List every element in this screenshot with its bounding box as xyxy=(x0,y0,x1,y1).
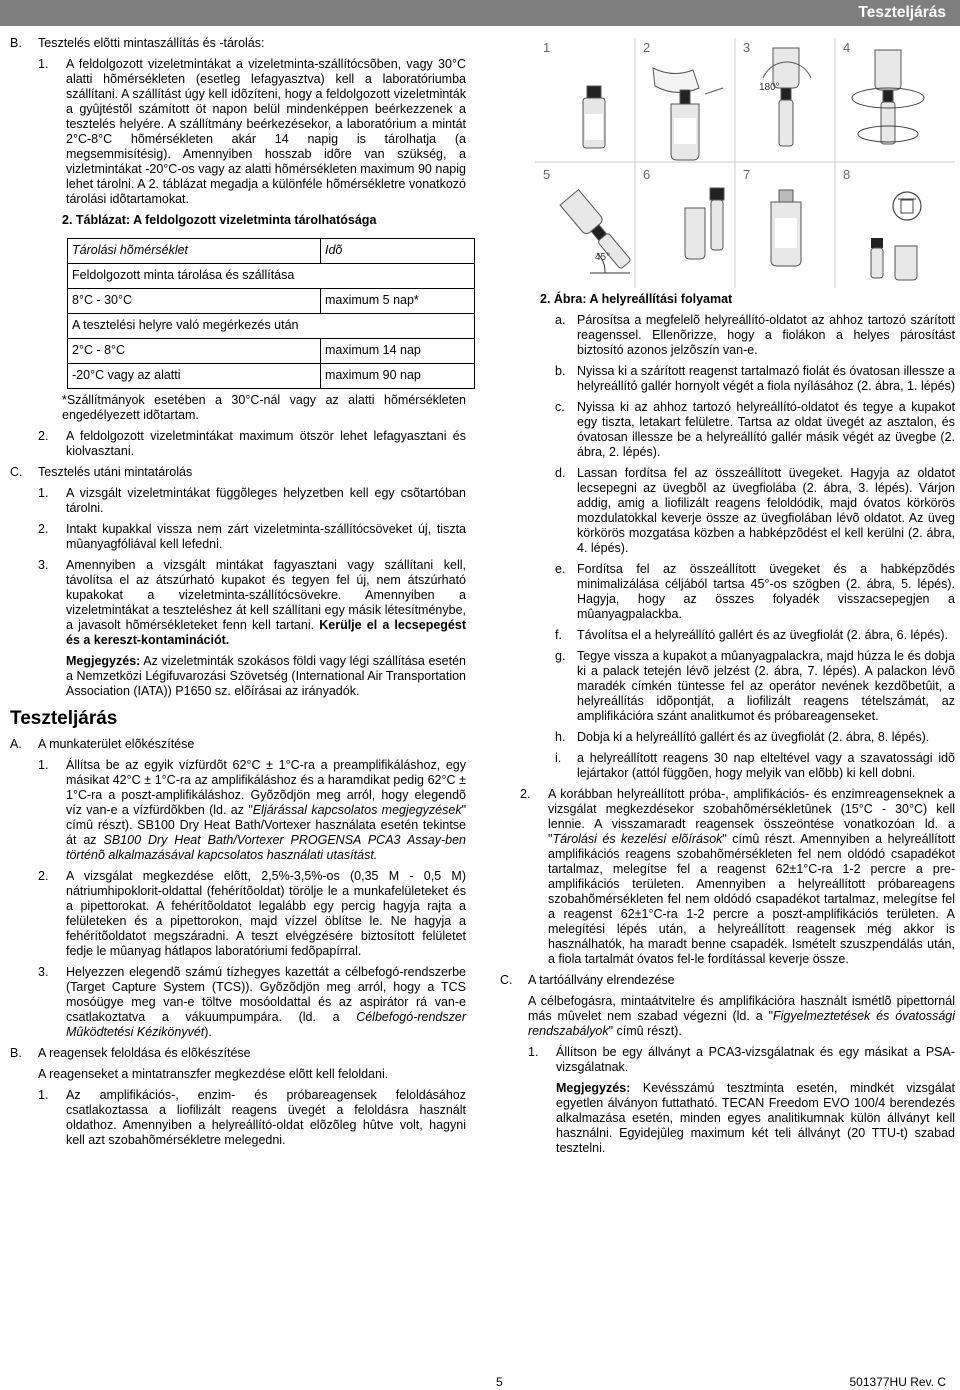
section-c-item-1: 1. A vizsgált vizeletmintákat függõleges helyzetben kell egy csõtartóban tárolni. xyxy=(38,486,466,515)
table-row: 8°C - 30°C maximum 5 nap* xyxy=(68,289,475,314)
rack-note: Megjegyzés: Kevésszámú tesztminta esetén, mindkét vizsgálat egyetlen álványon futtatható. TECAN Freedom EVO 100/4 berendezés alkalmazása esetén, minden egyes analitikumnak külön állványt kell használni. Egyidejûleg maximum két teli állványt (20 TTU-t) szabad tesztelni. xyxy=(556,1081,955,1155)
section-a-item-2: 2. A vizsgálat megkezdése elõtt, 2,5%-3,5%-os (0,35 M - 0,5 M) nátriumhipoklorit-oldattal (fehérítõoldat) törölje le a munkafelületeket és a pipettorokat. A fehérítõoldatot legalább egy percig hagyja rajta a felületeken és a pipettorokon, majd vízzel öblítse le. Ne hagyja a fehérítõoldatot megszáradni. A teszt elvégzésére biztosított felületet fedje le mûanyag hátlapos laboratóriumi fedõpapírral. xyxy=(38,869,466,958)
table-header-row xyxy=(68,239,475,264)
step-item: a. Párosítsa a megfelelõ helyreállító-oldatot az ahhoz tartozó szárított reagenssel. Ellenõrizze, hogy a fiolákon a helyes párosítást biztosító azonos jelzõszín van-e. xyxy=(555,313,955,357)
section-b2-item-1: 1. Az amplifikációs-, enzim- és próbareagensek feloldásához csatlakoztassa a liofilizált reagens üvegét a feloldásra használt oldathoz. Amennyiben a helyreállító-oldat elõzõleg hûtve volt, hagyni kell azt szobahõmérsékletre melegedni. xyxy=(38,1088,466,1147)
storage-table xyxy=(67,238,475,389)
step-item: d. Lassan fordítsa fel az összeállított üvegeket. Hagyja az oldatot lecsepegni az üvegbõl az üvegfiolába (2. ábra, 3. lépés). Várjon addig, amig a liofilizált reagens feloldódik, majd óvatos körkörös mozdulatokkal keverje össze az üvegfiolában lévõ oldatot. Az üveg körkörös mozgatása közben a habképzõdést el kell kerülni (2. ábra, 4. lépés). xyxy=(555,466,955,555)
swirl-bottle-icon xyxy=(852,50,924,144)
table-footnote: *Szállítmányok esetében a 30°C-nál vagy az alatti hõmérsékleten engedélyezett idõtartam. xyxy=(62,393,466,422)
page-number: 5 xyxy=(496,1375,503,1389)
step-item: h. Dobja ki a helyreállító gallért és az üvegfiolát (2. ábra, 8. lépés). xyxy=(555,730,930,744)
section-b-heading: B. Tesztelés elõtti mintaszállítás és -tárolás: xyxy=(10,36,265,50)
section-a-heading: A. A munkaterület elõkészítése xyxy=(10,737,195,751)
table-caption: 2. Táblázat: A feldolgozott vizeletminta tárolhatósága xyxy=(62,213,377,227)
section-a-item-1: 1. Állítsa be az egyik vízfürdõt 62°C ± 1°C-ra a preamplifikáláshoz, egy másikat 42°C ± 1°C-ra az amplifikáláshoz és a haramdikat pedig 62°C ± 1°C-ra a poszt-amplifikáláshoz. Gyõzõdjön meg arról, hogy elegendõ víz van-e a vízfürdõkben (ld. az "Eljárással kapcsolatos megjegyzések" címû részt). SB100 Dry Heat Bath/Vortexer használata esetén tekintse át az SB100 Dry Heat Bath/Vortexer PROGENSA PCA3 Assay-ben történõ alkalmazásával kapcsolatos használati utasítást. xyxy=(38,758,467,862)
table-header-temp: Tárolási hõmérséklet xyxy=(68,239,321,264)
section-c-item-3: 3. Amennyiben a vizsgált mintákat fagyasztani vagy szállítani kell, távolítsa el az átszúrható kupakot és tegyen fel új, nem átszúrható kupakokat a vizeletminta-szállítócsövekre. Amennyiben a vizeletmintákat a teszteléshez át kell szállítani egy másik létesítménybe, a javasolt hõmérsékleteket fenn kell tartani. Kerülje el a lecsepegést és a kereszt-kontaminációt. xyxy=(38,558,466,647)
rack-paragraph: A célbefogásra, mintaátvitelre és amplifikációra használt ismétlõ pipettornál más mûvelet nem szabad végezni (ld. a "Figyelmeztetések és óvatossági rendszabályok" címû részt). xyxy=(528,994,955,1038)
note-paragraph: Megjegyzés: Az vizeletminták szokásos földi vagy légi szállítása esetén a Nemzetközi Légifuvarozási Szövetség (International Air Transportation Association (IATA)) P1650 sz. elõírásai az irányadók. xyxy=(66,654,466,698)
reconstitution-figure xyxy=(535,38,955,288)
table-row: -20°C vagy az alatti maximum 90 nap xyxy=(68,364,475,389)
reconstitution-steps xyxy=(555,313,955,781)
vial-icon xyxy=(583,86,605,148)
step-item: b. Nyissa ki a szárított reagenst tartalmazó fiolát és óvatosan illessze a helyreállító gallér hornyolt végét a fiola nyílásához (2. ábra, 1. lépés) xyxy=(555,364,955,393)
section-a-item-3: 3. Helyezzen elegendõ számú tízhegyes kazettát a célbefogó-rendszerbe (Target Capture System (TCS)). Gyõzõdjön meg arról, hogy a TCS mosóügye meg van-e töltve mosóoldattal és az aspirátor rá van-e csatlakoztatva a vákuumpumpára. (ld. a Célbefogó-rendszer Mûködtetési Kézikönyvét). xyxy=(38,965,466,1039)
panel-number: 4 xyxy=(843,40,851,55)
figure-caption: 2. Ábra: A helyreállítási folyamat xyxy=(540,292,733,306)
section-c-item-2: 2. Intakt kupakkal vissza nem zárt vizeletminta-szállítócsöveket új, tiszta mûanyagfóliával kell lefedni. xyxy=(38,522,466,551)
step-item: g. Tegye vissza a kupakot a mûanyagpalackra, majd húzza le és dobja ki a palack tetején lévõ jelzést (2. ábra, 7. lépés). A palackon lévõ maradék címkén tüntesse fel az operátor nevének kezdõbetûit, a helyreállítás idõpontját, a liofilizált reagens tételszámát, az amplifikációra szánt analitkumot és próbareagenseket. xyxy=(555,649,955,723)
panel-number: 2 xyxy=(643,40,651,55)
section-c-heading: C. Tesztelés utáni mintatárolás xyxy=(10,465,193,479)
trash-icon xyxy=(871,192,921,280)
document-number: 501377HU Rev. C xyxy=(849,1375,946,1389)
separated-parts-icon xyxy=(685,188,724,259)
section-b-item-2: 2. A feldolgozott vizeletmintákat maximum ötször lehet lefagyasztani és kiolvasztani. xyxy=(38,429,466,458)
panel-number: 6 xyxy=(643,167,651,182)
header-title: Teszteljárás xyxy=(858,4,946,21)
step-item: e. Fordítsa fel az összeállított üvegeket és a habképzõdés minimalizálása céljából tartsa 45°-os szögben (2. ábra, 5. lépés). Hagyja, hogy az összes folyadék visszacsepegjen a mûanyagpalackba. xyxy=(555,562,955,621)
step-item: f. Távolítsa el a helyreállító gallért és az üvegfiolát (2. ábra, 6. lépés). xyxy=(555,628,949,642)
section-b2-intro: A reagenseket a mintatranszfer megkezdése elõtt kell feloldani. xyxy=(38,1067,389,1081)
right-column xyxy=(500,292,955,1162)
tilt-angle-label: 45° xyxy=(595,252,611,263)
bottle-label-icon xyxy=(771,190,801,266)
section-c-rack-heading: C. A tartóállvány elrendezése xyxy=(500,973,675,987)
rack-item-1: 1. Állítson be egy állványt a PCA3-vizsgálatnak és egy másikat a PSA-vizsgálatnak. xyxy=(528,1045,955,1074)
left-column xyxy=(10,36,466,1154)
step-item: i. a helyreállított reagens 30 nap elteltével vagy a szavatossági idõ lejártakor (attól függõen, hogy melyik van elõbb) ki kell dobni. xyxy=(555,751,955,780)
panel-number: 7 xyxy=(743,167,751,182)
panel-number: 3 xyxy=(743,40,751,55)
reconstitution-illustration xyxy=(535,38,955,288)
inverted-bottle-icon xyxy=(763,48,811,146)
item-2: 2. A korábban helyreállított próba-, amplifikációs- és enzimreagenseknek a vizsgálat megkezdésekor szobahõmérsékletûnek (15°C - 30°C) kell lennie. A visszamaradt reagensek összeöntése vonatkozóan ld. a "Tárolási és kezelési elõírások" címû részt. Amennyiben a helyreállított amplifikációs reagens szobahõmérsékleten fel nem oldódó csapadékot tartalmaz, melegítse fel a reagenst 62±1°C-ra 1-2 percre a pre-amplifikációs területen. Amennyiben a helyreállított próbareagens szobahõmérsékleten fel nem oldódó csapadékot tartalmaz, melegítse fel a reagenst 62±1°C-ra 1-2 percre a poszt-amplifikációs területen. A melegítési lépés után, a helyreállított reagensek még akkor is használhatók, ha maradt benne csapadék. Ismételt szuszpendálás után, a fiola tartalmát óvatos fel-le fordítással keverje össze. xyxy=(520,787,955,966)
page-header-bar xyxy=(0,0,960,26)
step-item: c. Nyissa ki az ahhoz tartozó helyreállító-oldatot és tegye a kupakot egy tiszta, letakart felületre. Tartsa az oldat üvegét az asztalon, és óvatosan illessze be a helyreállító gallér másik végét az üvegbe (2. ábra, 2. lépés). xyxy=(555,400,955,459)
procedure-heading: Teszteljárás xyxy=(10,708,118,729)
section-b2-heading: B. A reagensek feloldása és elõkészítése xyxy=(10,1046,251,1060)
table-header-time: Idõ xyxy=(321,239,475,264)
panel-number: 8 xyxy=(843,167,851,182)
rotation-angle-label: 180° xyxy=(759,82,780,93)
table-row: 2°C - 8°C maximum 14 nap xyxy=(68,339,475,364)
table-section-row: Feldolgozott minta tárolása és szállítása xyxy=(68,264,475,289)
bottle-icon xyxy=(653,68,723,160)
section-b-item-1: 1. A feldolgozott vizeletmintákat a vizeletminta-szállítócsõben, vagy 30°C alatti hõmérsékleten (esetleg lefagyasztva) kell a laboratóriumba szállítani. A szállítást úgy kell idõzíteni, hogy a feldolgozott vizeletminták a gyûjtéstõl számított öt napon belül mindenképpen beérkezzenek a tesztelés helyére. A szállítmány beérkezésekor, a laboratórium a mintát 2°C-8°C hõmérsékleten akár 14 napig is tárolhatja (a megsemmisítésig). Amennyiben hosszab idõre van szükség, a vizletmintákat -20°C-os vagy az alatti hõmérsékleten maximum 90 napig lehet tárolni. A 2. táblázat megadja a különféle hõmérsékletre vonatkozó tárolási idõtartamokat. xyxy=(38,57,466,206)
table-section-row: A tesztelési helyre való megérkezés után xyxy=(68,314,475,339)
panel-number: 5 xyxy=(543,167,551,182)
panel-number: 1 xyxy=(543,40,551,55)
